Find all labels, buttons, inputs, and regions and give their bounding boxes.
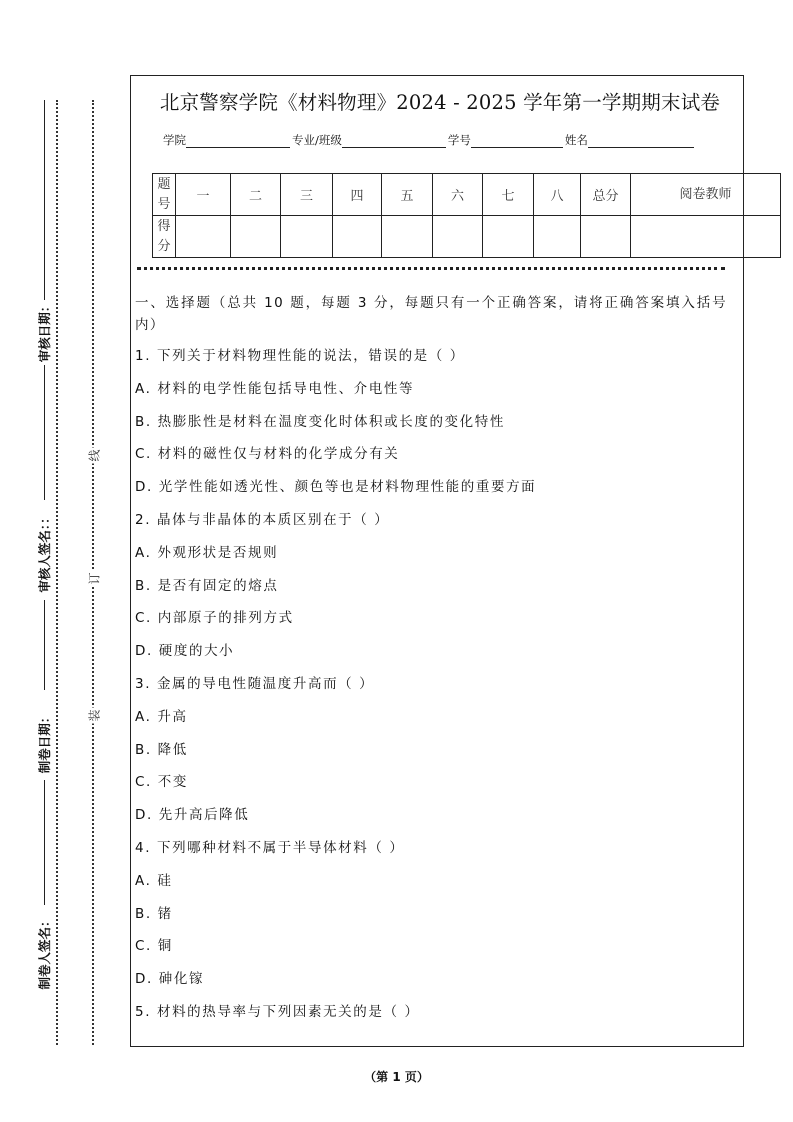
score-cell[interactable]	[631, 216, 781, 258]
question-stem: 3. 金属的导电性随温度升高而（ ）	[135, 675, 375, 692]
row-label-score: 得分	[153, 216, 176, 258]
answer-option: B. 热膨胀性是材料在温度变化时体积或长度的变化特性	[135, 413, 505, 430]
answer-option: C. 不变	[135, 774, 189, 791]
score-table	[152, 173, 781, 258]
answer-option: C. 铜	[135, 938, 173, 955]
col-header: 四	[333, 174, 382, 216]
score-cell[interactable]	[281, 216, 333, 258]
field-label-major-class: 专业/班级	[292, 133, 342, 147]
answer-option: B. 锗	[135, 905, 173, 922]
answer-option: C. 内部原子的排列方式	[135, 610, 294, 627]
score-cell[interactable]	[534, 216, 581, 258]
question-stem: 2. 晶体与非晶体的本质区别在于（ ）	[135, 511, 390, 528]
score-cell[interactable]	[176, 216, 231, 258]
field-label-college: 学院	[163, 133, 186, 147]
answer-option: A. 硅	[135, 872, 173, 889]
question-stem: 1. 下列关于材料物理性能的说法，错误的是（ ）	[135, 348, 465, 364]
score-cell[interactable]	[483, 216, 534, 258]
field-label-student-id: 学号	[447, 133, 471, 147]
review-date-label: 审核日期：	[37, 299, 52, 363]
field-label-name: 姓名	[564, 133, 588, 147]
col-header: 三	[281, 174, 333, 216]
binding-mark-bind: 装	[87, 709, 102, 722]
binding-mark-line: 线	[87, 449, 102, 462]
question-section	[135, 292, 727, 1035]
col-header: 七	[483, 174, 534, 216]
answer-option: C. 材料的磁性仅与材料的化学成分有关	[135, 446, 400, 463]
student-info-row	[163, 132, 696, 148]
exam-title: 北京警察学院《材料物理》2024 - 2025 学年第一学期期末试卷	[159, 91, 721, 114]
score-table-score-row	[153, 216, 781, 258]
page-number: （第 1 页）	[364, 1070, 429, 1084]
signature-line[interactable]	[44, 365, 45, 500]
answer-option: D. 先升高后降低	[135, 807, 250, 824]
signature-line[interactable]	[44, 100, 45, 300]
answer-option: D. 光学性能如透光性、颜色等也是材料物理性能的重要方面	[135, 479, 537, 496]
dotted-margin-line	[56, 100, 58, 1045]
signature-line[interactable]	[44, 600, 45, 690]
score-cell[interactable]	[231, 216, 281, 258]
reviewer-signature-label: 审核人签名：：	[37, 511, 52, 593]
answer-option: A. 材料的电学性能包括导电性、介电性等	[135, 380, 415, 397]
col-header: 总分	[581, 174, 631, 216]
section-intro: 一、选择题（总共 10 题，每题 3 分，每题只有一个正确答案，请将正确答案填入括号内）	[135, 295, 727, 333]
answer-option: D. 硬度的大小	[135, 643, 235, 660]
name-blank[interactable]	[588, 133, 694, 148]
question-stem: 5. 材料的热导率与下列因素无关的是（ ）	[135, 1003, 420, 1020]
answer-option: B. 是否有固定的熔点	[135, 577, 279, 594]
paper-author-signature-label: 制卷人签名：	[37, 914, 52, 990]
score-cell[interactable]	[581, 216, 631, 258]
col-header: 阅卷教师	[631, 174, 781, 216]
binding-mark-staple: 订	[87, 572, 102, 585]
answer-option: D. 砷化镓	[135, 971, 205, 988]
major-class-blank[interactable]	[342, 133, 446, 148]
question-stem: 4. 下列哪种材料不属于半导体材料（ ）	[135, 839, 405, 856]
col-header: 八	[534, 174, 581, 216]
answer-option: A. 升高	[135, 708, 188, 725]
score-cell[interactable]	[382, 216, 433, 258]
student-id-blank[interactable]	[471, 133, 563, 148]
paper-date-label: 制卷日期：	[37, 710, 52, 774]
score-cell[interactable]	[333, 216, 382, 258]
score-table-header-row	[153, 174, 781, 216]
signature-line[interactable]	[44, 780, 45, 905]
score-cell[interactable]	[433, 216, 483, 258]
answer-option: A. 外观形状是否规则	[135, 544, 279, 561]
row-label-question-no: 题号	[153, 174, 176, 216]
college-blank[interactable]	[186, 133, 290, 148]
col-header: 六	[433, 174, 483, 216]
answer-option: B. 降低	[135, 741, 188, 758]
col-header: 一	[176, 174, 231, 216]
col-header: 五	[382, 174, 433, 216]
col-header: 二	[231, 174, 281, 216]
dotted-separator	[137, 267, 725, 270]
